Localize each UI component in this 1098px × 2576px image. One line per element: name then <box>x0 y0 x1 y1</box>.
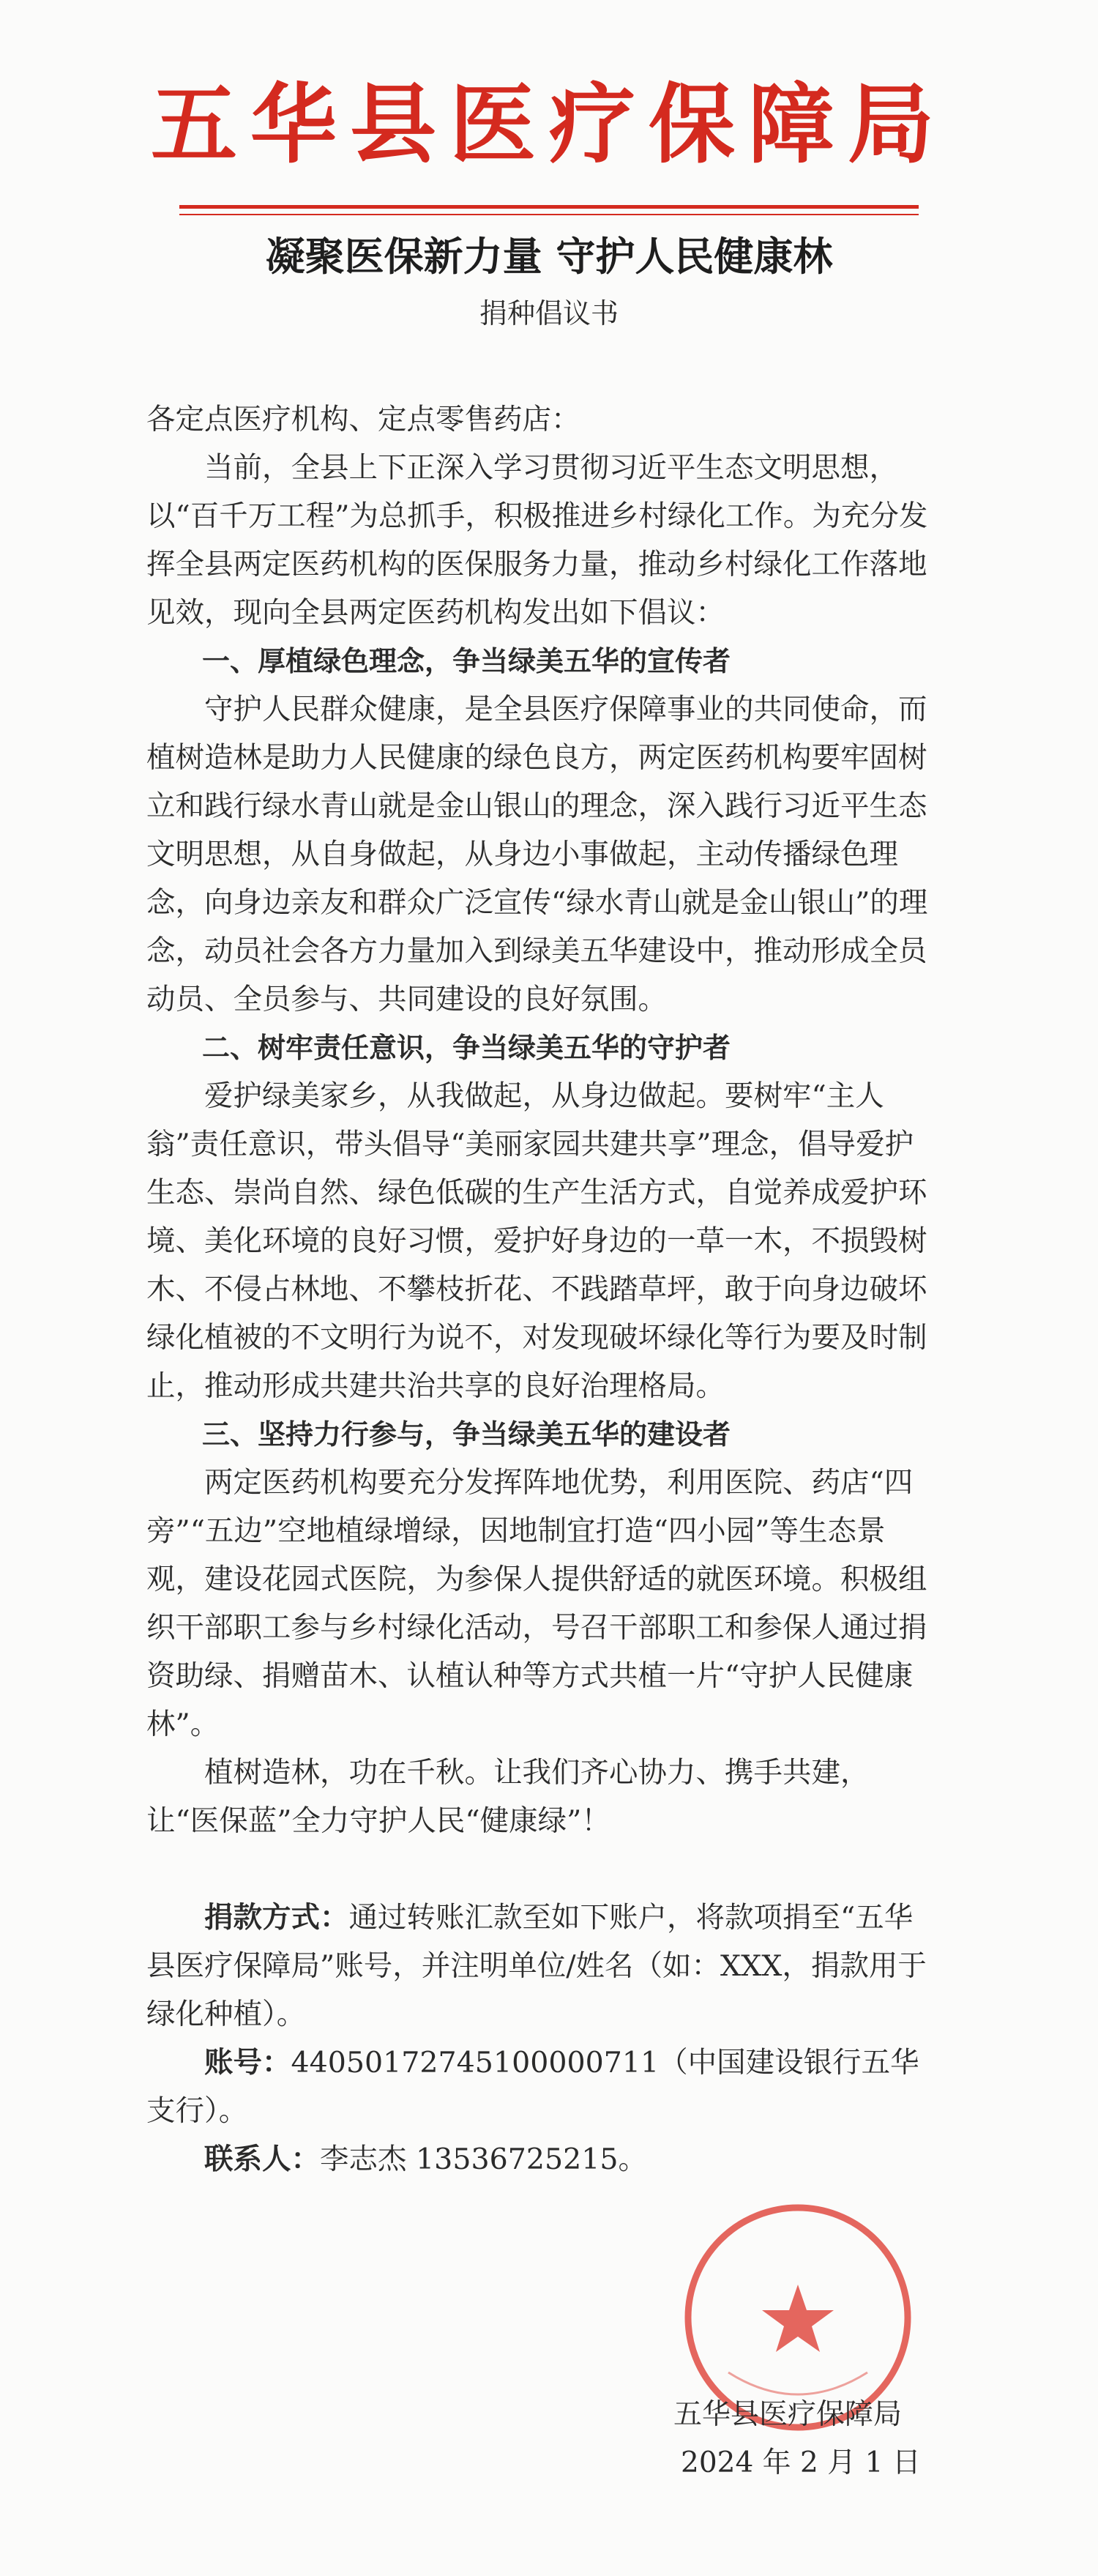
closing-paragraph: 植树造林，功在千秋。让我们齐心协力、携手共建，让“医保蓝”全力守护人民“健康绿”！ <box>146 1756 870 1838</box>
section-text-2: 爱护绿美家乡，从我做起，从身边做起。要树牢“主人翁”责任意识，带头倡导“美丽家园共建共享”理念，倡导爱护生态、崇尚自然、绿色低碳的生产生活方式，自觉养成爱护环境、美化环境的良好习惯，爱护好身边的一草一木，不损毁树木、不侵占林地、不攀枝折花、不践踏草坪，敢于向身边破坏绿化植被的不文明行为说不，对发现破坏绿化等行为要及时制止，推动形成共建共治共享的良好治理格局。 <box>146 1079 927 1403</box>
signature-block <box>673 2391 922 2487</box>
agency-letterhead: 五华县医疗保障局 <box>150 73 947 175</box>
blank-line <box>146 1845 937 1894</box>
section-text-1: 守护人民群众健康，是全县医疗保障事业的共同使命，而植树造林是助力人民健康的绿色良方，两定医药机构要牢固树立和践行绿水青山就是金山银山的理念，深入践行习近平生态文明思想，从自身做起，从身边小事做起，主动传播绿色理念，向身边亲友和群众广泛宣传“绿水青山就是金山银山”的理念，动员社会各方力量加入到绿美五华建设中，推动形成全员动员、全员参与、共同建设的良好氛围。 <box>146 693 928 1016</box>
letterhead-rule-thick <box>179 205 919 209</box>
donation-method-label: 捐款方式： <box>204 1901 349 1935</box>
section-heading-1: 一、厚植绿色理念，争当绿美五华的宣传者 <box>202 645 731 677</box>
seal-star-icon <box>762 2285 834 2352</box>
signature-date: 2024 年 2 月 1 日 <box>681 2446 921 2479</box>
document-body <box>146 395 937 2184</box>
letterhead-rule-thin <box>179 214 919 215</box>
contact-person <box>146 2135 937 2184</box>
contact-text: 李志杰 13536725215。 <box>320 2143 647 2176</box>
account-text: 44050172745100000711（中国建设银行五华支行）。 <box>146 2046 919 2128</box>
contact-label: 联系人： <box>204 2143 320 2176</box>
account-number <box>146 2039 937 2135</box>
salutation: 各定点医疗机构、定点零售药店： <box>146 403 580 436</box>
intro-paragraph: 当前，全县上下正深入学习贯彻习近平生态文明思想，以“百千万工程”为总抓手，积极推进乡村绿化工作。为充分发挥全县两定医药机构的医保服务力量，推动乡村绿化工作落地见效，现向全县两定医药机构发出如下倡议： <box>146 451 928 630</box>
account-label: 账号： <box>204 2046 291 2080</box>
signature-organization: 五华县医疗保障局 <box>673 2398 903 2431</box>
document-subtitle: 捐种倡议书 <box>479 297 619 330</box>
donation-method <box>146 1894 937 2039</box>
section-text-3: 两定医药机构要充分发挥阵地优势，利用医院、药店“四旁”“五边”空地植绿增绿，因地制宜打造“四小园”等生态景观，建设花园式医院，为参保人提供舒适的就医环境。积极组织干部职工参与乡村绿化活动，号召干部职工和参保人通过捐资助绿、捐赠苗木、认植认种等方式共植一片“守护人民健康林”。 <box>146 1466 927 1741</box>
section-heading-2: 二、树牢责任意识，争当绿美五华的守护者 <box>202 1032 731 1064</box>
document-title: 凝聚医保新力量 守护人民健康林 <box>265 233 833 280</box>
donation-method-text: 通过转账汇款至如下账户，将款项捐至“五华县医疗保障局”账号，并注明单位/姓名（如：XXX，捐款用于绿化种植）。 <box>146 1901 927 2031</box>
section-heading-3: 三、坚持力行参与，争当绿美五华的建设者 <box>202 1418 731 1451</box>
